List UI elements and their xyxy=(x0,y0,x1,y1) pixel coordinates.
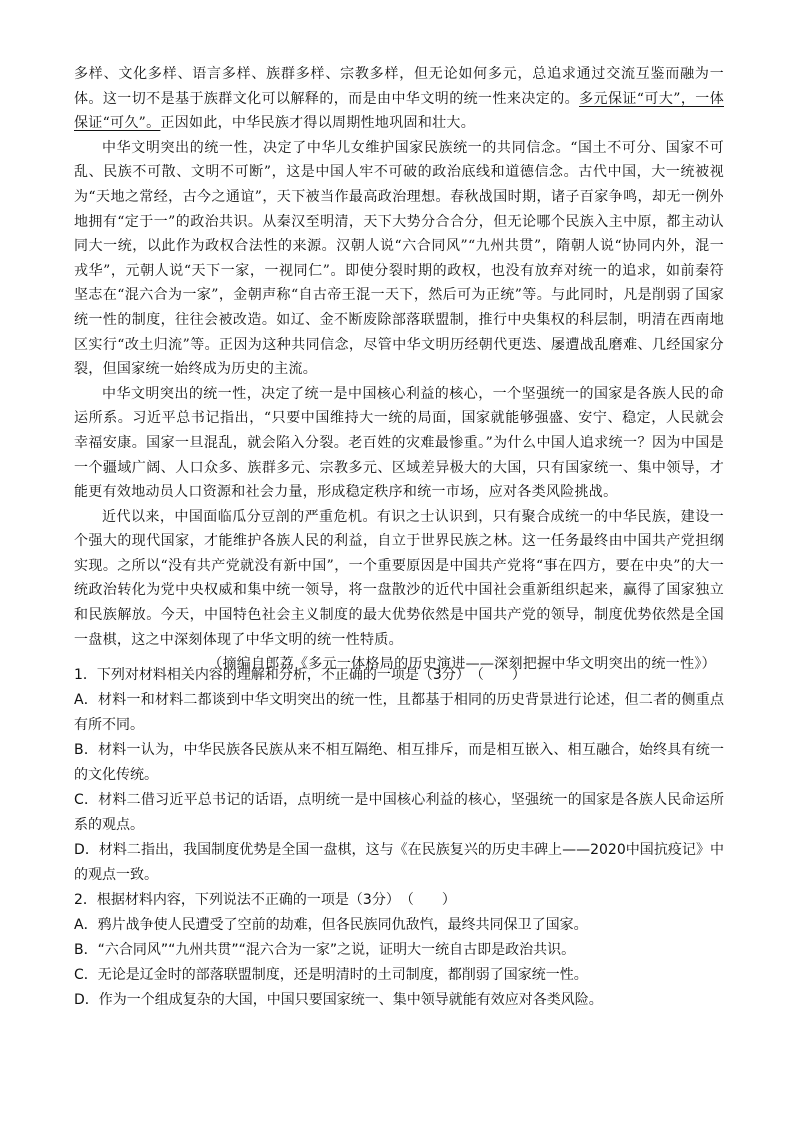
question-option-b: B．“六合同风”“九州共贯”“混六合为一家”之说，证明大一统自古即是政治共识。 xyxy=(74,942,576,958)
intro-underlined: 多元保证“可大”，一体保证“可久”。 xyxy=(74,90,724,132)
question-stem: 2．根据材料内容，下列说法不正确的一项是（3分） （ ） xyxy=(74,892,456,908)
passage-intro xyxy=(74,62,724,136)
question-option-b: B．材料一认为，中华民族各民族从来不相互隔绝、相互排斥，而是相互嵌入、相互融合，始终具有统一的文化传统。 xyxy=(74,742,724,783)
reading-passage xyxy=(74,62,724,677)
question-option-c: C．无论是辽金时的部落联盟制度，还是明清时的土司制度，都削弱了国家统一性。 xyxy=(74,967,588,983)
question-option-d: D．材料二指出，我国制度优势是全国一盘棋，这与《在民族复兴的历史丰碑上——2020中国抗疫记》中的观点一致。 xyxy=(74,842,724,883)
intro-lead: 多样、文化多样、语言多样、族群多样、宗教多样，但无论如何多元，总追求通过交流互鉴而融为一体。这一切不是基于族群文化可以解释的，而是由中华文明的统一性来决定的。 xyxy=(74,66,724,107)
question-option-a: A．材料一和材料二都谈到中华文明突出的统一性，且都基于相同的历史背景进行论述，但二者的侧重点有所不同。 xyxy=(74,692,724,733)
intro-tail: 正因如此，中华民族才得以周期性地巩固和壮大。 xyxy=(160,115,476,132)
question-1 xyxy=(74,663,724,888)
question-stem: 1．下列对材料相关内容的理解和分析，不正确的一项是（3分） （ ） xyxy=(74,667,526,683)
passage-source: （摘编自郎荔《多元一体格局的历史演进——深刻把握中华文明突出的统一性》） xyxy=(208,656,716,673)
question-section xyxy=(74,663,724,1013)
question-option-c: C．材料二借习近平总书记的话语，点明统一是中国核心利益的核心，坚强统一的国家是各族人民命运所系的观点。 xyxy=(74,792,724,833)
passage-paragraph-1: 中华文明突出的统一性，决定了中华儿女维护国家民族统一的共同信念。“国土不可分、国家不可乱、民族不可散、文明不可断”，这是中国人牢不可破的政治底线和道德信念。古代中国，大一统被视为“天地之常经，古今之通谊”，天下被当作最高政治理想。春秋战国时期，诸子百家争鸣，却无一例外地拥有“定于一”的政治共识。从秦汉至明清，天下大势分合合分，但无论哪个民族入主中原，都主动认同大一统，以此作为政权合法性的来源。汉朝人说“六合同风”“九州共贯”，隋朝人说“协同内外，混一戎华”，元朝人说“天下一家，一视同仁”。即使分裂时期的政权，也没有放弃对统一的追求，如前秦符坚志在“混六合为一家”，金朝声称“自古帝王混一天下，然后可为正统”等。与此同时，凡是削弱了国家统一性的制度，往往会被改造。如辽、金不断废除部落联盟制，推行中央集权的科层制，明清在西南地区实行“改土归流”等。正因为这种共同信念，尽管中华文明历经朝代更迭、屡遭战乱磨难、几经国家分裂，但国家统一始终成为历史的主流。 xyxy=(74,139,724,378)
question-option-d: D．作为一个组成复杂的大国，中国只要国家统一、集中领导就能有效应对各类风险。 xyxy=(74,992,603,1008)
question-2 xyxy=(74,888,724,1013)
passage-paragraph-3: 近代以来，中国面临瓜分豆剖的严重危机。有识之士认识到，只有聚合成统一的中华民族，建设一个强大的现代国家，才能维护各族人民的利益，自立于世界民族之林。这一任务最终由中国共产党担纲实现。之所以“没有共产党就没有新中国”，一个重要原因是中国共产党将“事在四方，要在中央”的大一统政治转化为党中央权威和集中统一领导，将一盘散沙的近代中国社会重新组织起来，赢得了国家独立和民族解放。今天，中国特色社会主义制度的最大优势依然是中国共产党的领导，制度优势依然是全国一盘棋，这之中深刻体现了中华文明的统一性特质。 xyxy=(74,508,724,648)
question-option-a: A．鸦片战争使人民遭受了空前的劫难，但各民族同仇敌忾，最终共同保卫了国家。 xyxy=(74,917,588,933)
passage-paragraph-2: 中华文明突出的统一性，决定了统一是中国核心利益的核心，一个坚强统一的国家是各族人民的命运所系。习近平总书记指出，“只要中国维持大一统的局面，国家就能够强盛、安宁、稳定，人民就会幸福安康。国家一旦混乱，就会陷入分裂。老百姓的灾难最惨重。”为什么中国人追求统一？因为中国是一个疆域广阔、人口众多、族群多元、宗教多元、区域差异极大的大国，只有国家统一、集中领导，才能更有效地动员人口资源和社会力量，形成稳定秩序和统一市场，应对各类风险挑战。 xyxy=(74,385,724,501)
